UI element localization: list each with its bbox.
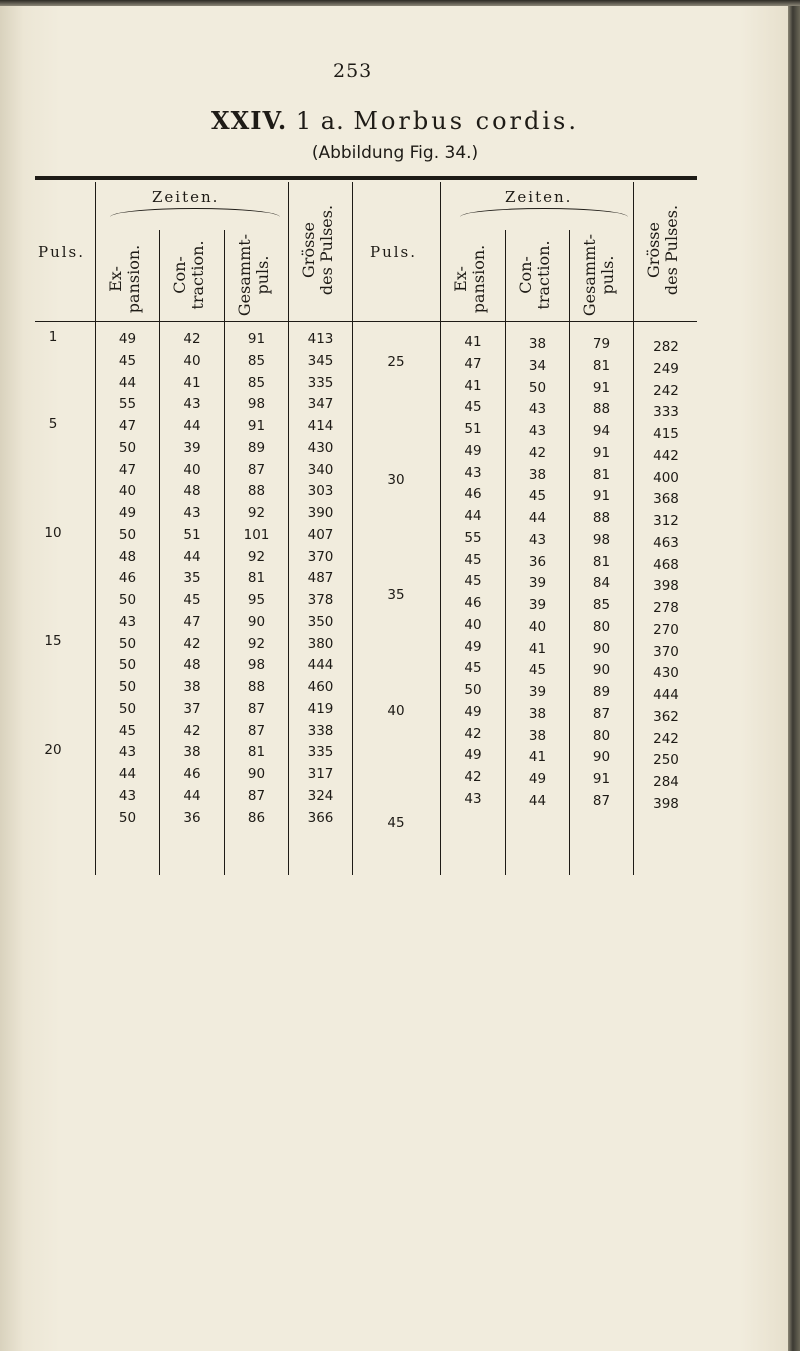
table-cell: 49: [464, 703, 482, 720]
table-cell: 98: [247, 657, 266, 674]
table-cell: 463: [653, 534, 679, 551]
header-expansion-left: Ex- pansion.: [106, 244, 143, 314]
table-cell: 85: [592, 597, 611, 613]
table-cell: 380: [307, 635, 334, 652]
header-puls-left: Puls.: [38, 243, 86, 261]
table-cell: 47: [183, 613, 201, 630]
table-cell: 419: [307, 700, 334, 717]
table-cell: 46: [183, 766, 201, 782]
header-expansion-right: Ex- pansion.: [451, 244, 488, 314]
table-cell: 81: [247, 570, 266, 587]
table-cell: 50: [118, 657, 137, 674]
table-cell: 90: [247, 766, 266, 782]
table-cell: 46: [118, 570, 137, 587]
table-cell: 44: [118, 374, 137, 391]
table-cell: 50: [118, 592, 137, 608]
table-cell: 39: [528, 575, 547, 592]
table-cell: 282: [653, 339, 679, 355]
table-cell: 85: [247, 374, 266, 391]
table-cell: 38: [528, 727, 547, 744]
table-cell: 324: [307, 787, 334, 804]
table-cell: 40: [183, 461, 201, 478]
table-cell: 242: [653, 382, 679, 399]
puls-marker: 30: [387, 472, 405, 488]
table-cell: 39: [528, 684, 547, 700]
table-cell: 49: [464, 638, 482, 655]
table-cell: 87: [247, 722, 266, 739]
puls-marker: 35: [387, 587, 405, 603]
table-cell: 39: [528, 597, 547, 613]
table-cell: 81: [592, 466, 611, 483]
table-cell: 45: [118, 722, 137, 739]
table-cell: 91: [592, 488, 611, 505]
table-cell: 92: [247, 635, 266, 652]
table-cell: 44: [183, 548, 201, 565]
table-cell: 407: [307, 526, 334, 543]
table-cell: 303: [307, 483, 334, 500]
table-cell: 48: [183, 657, 201, 674]
table-cell: 41: [528, 749, 547, 766]
table-cell: 270: [653, 621, 679, 638]
puls-marker: 40: [387, 703, 405, 719]
table-cell: 47: [118, 461, 137, 478]
table-cell: 49: [464, 442, 482, 459]
table-cell: 80: [592, 727, 611, 744]
table-cell: 92: [247, 548, 266, 565]
table-cell: 378: [307, 592, 334, 608]
table-cell: 278: [653, 600, 679, 616]
puls-marker: 45: [387, 815, 405, 831]
left-groesse-column: [289, 329, 352, 829]
table-cell: 400: [653, 469, 679, 486]
table-cell: 91: [247, 331, 266, 347]
table-cell: 45: [528, 662, 547, 679]
table-cell: 87: [592, 792, 611, 809]
header-puls-right: Puls.: [370, 243, 418, 261]
table-cell: 398: [653, 578, 679, 595]
table-cell: 460: [307, 679, 334, 695]
table-cell: 38: [183, 744, 201, 761]
table-cell: 362: [653, 708, 679, 725]
table-cell: 36: [528, 553, 547, 570]
header-contraction-right: Con- traction.: [516, 240, 553, 310]
puls-marker: 15: [44, 633, 62, 649]
table-cell: 345: [307, 352, 334, 369]
puls-marker: 1: [48, 329, 58, 345]
table-cell: 242: [653, 730, 679, 747]
table-cell: 49: [118, 505, 137, 521]
table-cell: 55: [118, 396, 137, 413]
table-cell: 41: [183, 374, 201, 391]
table-cell: 45: [183, 592, 201, 608]
table-cell: 44: [464, 508, 482, 524]
table-cell: 38: [528, 336, 547, 352]
table-cell: 50: [118, 439, 137, 456]
table-cell: 91: [592, 771, 611, 787]
table-cell: 89: [247, 439, 266, 456]
table-cell: 51: [183, 526, 201, 543]
table-cell: 43: [183, 396, 201, 413]
table-cell: 43: [118, 613, 137, 630]
table-cell: 49: [118, 331, 137, 347]
left-gesammt-column: [225, 329, 288, 829]
table-cell: 38: [183, 679, 201, 695]
header-groesse-right: Grösse des Pulses.: [644, 204, 681, 296]
table-cell: 37: [183, 700, 201, 717]
table-cell: 468: [653, 556, 679, 573]
table-cell: 340: [307, 461, 334, 478]
page-title: [0, 106, 790, 135]
table-cell: 333: [653, 404, 679, 421]
table-cell: 98: [247, 396, 266, 413]
table-cell: 42: [183, 722, 201, 739]
puls-marker: 5: [48, 416, 58, 432]
table-cell: 41: [528, 640, 547, 657]
table-cell: 43: [464, 464, 482, 481]
table-cell: 45: [464, 399, 482, 416]
table-cell: 89: [592, 684, 611, 700]
table-cell: 91: [592, 379, 611, 396]
book-edge: [788, 0, 800, 1351]
header-zeiten-right: Zeiten.: [505, 188, 573, 206]
table-cell: 45: [464, 573, 482, 590]
table-cell: 87: [247, 461, 266, 478]
table-cell: 284: [653, 774, 679, 790]
table-cell: 41: [464, 334, 482, 350]
table-cell: 40: [528, 618, 547, 635]
table-cell: 42: [464, 769, 482, 785]
table-cell: 430: [653, 665, 679, 682]
table-cell: 44: [528, 510, 547, 526]
table-cell: 370: [307, 548, 334, 565]
puls-marker: 25: [387, 354, 405, 370]
table-cell: 40: [183, 352, 201, 369]
table-cell: 42: [464, 725, 482, 742]
table-cell: 44: [183, 787, 201, 804]
table-top-rule: [35, 176, 697, 180]
title-name: Morbus cordis.: [353, 107, 579, 135]
table-cell: 55: [464, 529, 482, 546]
table-cell: 43: [528, 401, 547, 418]
table-cell: 249: [653, 360, 679, 377]
table-cell: 415: [653, 426, 679, 442]
table-cell: 86: [247, 809, 266, 826]
table-cell: 442: [653, 447, 679, 464]
table-cell: 81: [592, 357, 611, 374]
table-cell: 50: [118, 526, 137, 543]
table-cell: 50: [464, 682, 482, 698]
table-cell: 46: [464, 486, 482, 503]
table-cell: 51: [464, 421, 482, 437]
table-cell: 44: [118, 766, 137, 782]
puls-marker: 20: [44, 742, 62, 758]
table-cell: 487: [307, 570, 334, 587]
table-cell: 250: [653, 752, 679, 769]
page-subtitle: (Abbildung Fig. 34.): [311, 143, 479, 163]
table-cell: 42: [183, 635, 201, 652]
table-cell: 90: [592, 640, 611, 657]
table-cell: 45: [528, 488, 547, 505]
table-cell: 413: [307, 331, 334, 347]
table-cell: 414: [307, 418, 334, 434]
table-cell: 43: [528, 423, 547, 439]
table-cell: 94: [592, 423, 611, 439]
table-cell: 80: [592, 618, 611, 635]
right-contraction-column: [506, 334, 569, 813]
table-cell: 390: [307, 505, 334, 521]
table-cell: 91: [247, 418, 266, 434]
puls-marker: 10: [44, 525, 62, 541]
table-cell: 43: [118, 787, 137, 804]
table-cell: 347: [307, 396, 334, 413]
table-cell: 335: [307, 744, 334, 761]
table-cell: 79: [592, 336, 611, 352]
table-cell: 45: [118, 352, 137, 369]
table-cell: 81: [247, 744, 266, 761]
table-cell: 42: [528, 444, 547, 461]
table-cell: 48: [118, 548, 137, 565]
table-cell: 335: [307, 374, 334, 391]
table-cell: 98: [592, 531, 611, 548]
table-cell: 87: [247, 700, 266, 717]
table-cell: 35: [183, 570, 201, 587]
table-cell: 42: [183, 331, 201, 347]
title-sub: 1 a.: [295, 107, 345, 135]
table-cell: 90: [247, 613, 266, 630]
table-cell: 368: [653, 491, 679, 508]
table-cell: 41: [464, 377, 482, 394]
table-cell: 44: [183, 418, 201, 434]
table-cell: 88: [247, 679, 266, 695]
table-cell: 90: [592, 749, 611, 766]
right-expansion-column: [441, 332, 505, 811]
table-cell: 90: [592, 662, 611, 679]
table-cell: 43: [464, 790, 482, 807]
table-cell: 88: [592, 510, 611, 526]
table-cell: 38: [528, 466, 547, 483]
table-cell: 92: [247, 505, 266, 521]
scan-top-edge: [0, 0, 800, 6]
table-cell: 444: [653, 687, 679, 703]
table-cell: 48: [183, 483, 201, 500]
table-cell: 366: [307, 809, 334, 826]
table-cell: 444: [307, 657, 334, 674]
table-cell: 370: [653, 643, 679, 660]
header-contraction-left: Con- traction.: [170, 240, 207, 310]
title-number: XXIV.: [211, 106, 288, 135]
table-cell: 40: [464, 616, 482, 633]
table-cell: 39: [183, 439, 201, 456]
table-cell: 87: [247, 787, 266, 804]
table-cell: 91: [592, 444, 611, 461]
table-cell: 46: [464, 595, 482, 611]
table-cell: 43: [183, 505, 201, 521]
table-cell: 95: [247, 592, 266, 608]
left-expansion-column: [96, 329, 159, 829]
header-gesammt-right: Gesammt- puls.: [580, 233, 617, 317]
table-cell: 312: [653, 513, 679, 529]
table-cell: 49: [528, 771, 547, 787]
table-cell: 49: [464, 747, 482, 764]
table-cell: 88: [592, 401, 611, 418]
table-cell: 40: [118, 483, 137, 500]
header-zeiten-left: Zeiten.: [152, 188, 220, 206]
header-groesse-left: Grösse des Pulses.: [299, 204, 336, 296]
table-cell: 338: [307, 722, 334, 739]
table-cell: 430: [307, 439, 334, 456]
right-gesammt-column: [570, 334, 633, 813]
table-cell: 50: [118, 679, 137, 695]
table-cell: 398: [653, 795, 679, 812]
table-cell: 43: [118, 744, 137, 761]
table-cell: 84: [592, 575, 611, 592]
page-number: 253: [333, 60, 373, 82]
table-cell: 50: [118, 700, 137, 717]
col-divider: [352, 182, 353, 875]
table-cell: 47: [118, 418, 137, 434]
table-cell: 101: [243, 526, 270, 543]
table-cell: 34: [528, 357, 547, 374]
table-cell: 44: [528, 792, 547, 809]
table-cell: 50: [118, 635, 137, 652]
table-cell: 317: [307, 766, 334, 782]
table-cell: 38: [528, 705, 547, 722]
table-cell: 45: [464, 551, 482, 568]
table-cell: 81: [592, 553, 611, 570]
table-cell: 47: [464, 355, 482, 372]
table-cell: 88: [247, 483, 266, 500]
table-cell: 87: [592, 705, 611, 722]
right-groesse-column: [634, 337, 698, 816]
header-gesammt-left: Gesammt- puls.: [235, 233, 272, 317]
table-cell: 45: [464, 660, 482, 677]
left-contraction-column: [160, 329, 224, 829]
table-cell: 43: [528, 531, 547, 548]
table-cell: 50: [528, 379, 547, 396]
table-cell: 36: [183, 809, 201, 826]
table-cell: 85: [247, 352, 266, 369]
table-cell: 350: [307, 613, 334, 630]
table-cell: 50: [118, 809, 137, 826]
